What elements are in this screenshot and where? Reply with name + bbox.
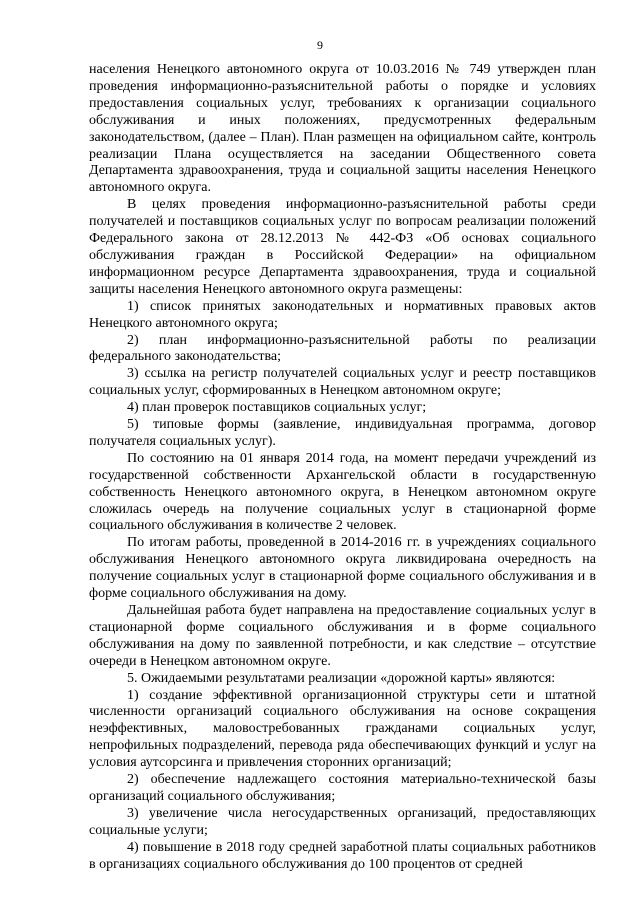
- list-item: 1) список принятых законодательных и нормативных правовых актов Ненецкого автономного округа;: [89, 298, 596, 331]
- list-item: 3) увеличение числа негосударственных организаций, предоставляющих социальные услуги;: [89, 805, 596, 838]
- document-body: [89, 62, 596, 874]
- list-item: 4) повышение в 2018 году средней заработной платы социальных работников в организациях социального обслуживания до 100 процентов от средней: [89, 839, 596, 872]
- paragraph: По итогам работы, проведенной в 2014-2016 гг. в учреждениях социального обслуживания Ненецкого автономного округа ликвидирована очередность на получение социальных услуг в стационарной форме социального обслуживания и в форме социального обслуживания на дому.: [89, 535, 596, 602]
- list-item: 2) план информационно-разъяснительной работы по реализации федерального законодательства;: [89, 332, 596, 365]
- page-number: 9: [317, 38, 323, 52]
- list-item: 3) ссылка на регистр получателей социальных услуг и реестр поставщиков социальных услуг, сформированных в Ненецком автономном округе;: [89, 366, 596, 399]
- list-item: 1) создание эффективной организационной структуры сети и штатной численности организаций социального обслуживания на основе сокращения неэффективных, маловостребованных гражданами социальных услуг, непрофильных подразделений, перевода ряда обеспечивающих функций и услуг на условия аутсорсинга и привлечения сторонних организаций;: [89, 687, 596, 771]
- list-item: 2) обеспечение надлежащего состояния материально-технической базы организаций социального обслуживания;: [89, 772, 596, 804]
- paragraph: Дальнейшая работа будет направлена на предоставление социальных услуг в стационарной форме социального обслуживания и в форме социального обслуживания на дому по заявленной потребности, и как следствие – отсутствие очереди в Ненецком автономном округе.: [89, 603, 596, 669]
- paragraph: В целях проведения информационно-разъяснительной работы среди получателей и поставщиков социальных услуг по вопросам реализации положений Федерального закона от 28.12.2013 № 442-ФЗ «Об основах социального обслуживания граждан в Российской Федерации» на официальном информационном ресурсе Департамента здравоохранения, труда и социальной защиты населения Ненецкого автономного округа размещены:: [89, 197, 596, 297]
- list-item: 4) план проверок поставщиков социальных услуг;: [127, 400, 427, 416]
- list-item: 5) типовые формы (заявление, индивидуальная программа, договор получателя социальных услуг).: [89, 417, 596, 449]
- section-heading: 5. Ожидаемыми результатами реализации «дорожной карты» являются:: [127, 670, 556, 686]
- paragraph: По состоянию на 01 января 2014 года, на момент передачи учреждений из государственной собственности Архангельской области в государственную собственность Ненецкого автономного округа, в Ненецком автономном округе сложилась очередь на получение социальных услуг в стационарной форме социального обслуживания в количестве 2 человек.: [89, 450, 596, 534]
- paragraph: населения Ненецкого автономного округа от 10.03.2016 № 749 утвержден план проведения информационно-разъяснительной работы о порядке и условиях предоставления социальных услуг, требованиях к организации социального обслуживания и иных положениях, предусмотренных федеральным законодательством, (далее – План). План размещен на официальном сайте, контроль реализации Плана осуществляется на заседании Общественного совета Департамента здравоохранения, труда и социальной защиты населения Ненецкого автономного округа.: [89, 62, 596, 196]
